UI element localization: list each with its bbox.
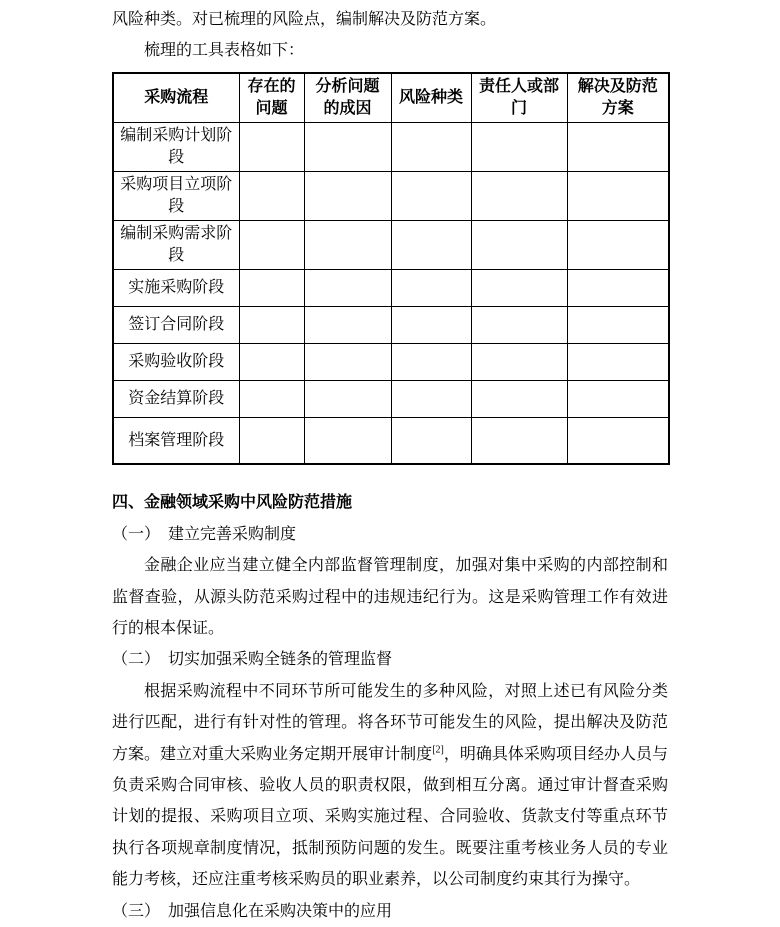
process-stage-cell: 实施采购阶段 — [113, 269, 239, 306]
footnote-ref-marker: [2] — [432, 744, 444, 756]
empty-cell — [567, 417, 669, 464]
empty-cell — [239, 306, 304, 343]
sub1-paragraph: 金融企业应当建立健全内部监督管理制度，加强对集中采购的内部控制和监督查验，从源头防范采购过程中的违规违纪行为。这是采购管理工作有效进行的根本保证。 — [112, 557, 668, 637]
table-row — [113, 417, 669, 464]
sub3-label: （三） 加强信息化在采购决策中的应用 — [112, 902, 393, 920]
table-header-cell: 采购流程 — [113, 73, 239, 123]
empty-cell — [304, 220, 391, 269]
empty-cell — [471, 171, 567, 220]
empty-cell — [567, 306, 669, 343]
procurement-risk-table — [112, 72, 670, 466]
sub2-text-after-ref: ，明确具体采购项目经办人员与负责采购合同审核、验收人员的职责权限，做到相互分离。通过审计督查采购计划的提报、采购项目立项、采购实施过程、合同验收、货款支付等重点环节执行各项规章制度情况，抵制预防问题的发生。既要注重考核业务人员的专业能力考核，还应注重考核采购员的职业素养，以公司制度约束其行为操守。 — [112, 745, 668, 889]
table-row — [113, 380, 669, 417]
table-row — [113, 220, 669, 269]
empty-cell — [304, 343, 391, 380]
empty-cell — [471, 220, 567, 269]
process-stage-cell: 签订合同阶段 — [113, 306, 239, 343]
process-stage-cell: 编制采购需求阶段 — [113, 220, 239, 269]
empty-cell — [391, 122, 471, 171]
empty-cell — [239, 171, 304, 220]
empty-cell — [239, 269, 304, 306]
table-header-cell: 存在的问题 — [239, 73, 304, 123]
table-header-cell: 解决及防范方案 — [567, 73, 669, 123]
process-table-body — [113, 122, 669, 464]
empty-cell — [471, 343, 567, 380]
empty-cell — [304, 306, 391, 343]
empty-cell — [304, 269, 391, 306]
empty-cell — [471, 306, 567, 343]
empty-cell — [471, 380, 567, 417]
section4-heading: 四、金融领域采购中风险防范措施 — [112, 494, 353, 512]
empty-cell — [391, 306, 471, 343]
empty-cell — [567, 380, 669, 417]
page-content — [112, 4, 668, 927]
table-header-cell: 风险种类 — [391, 73, 471, 123]
intro-line: 风险种类。对已梳理的风险点，编制解决及防范方案。 — [112, 11, 497, 28]
empty-cell — [239, 380, 304, 417]
sub2-paragraph — [112, 676, 668, 896]
empty-cell — [567, 220, 669, 269]
table-row — [113, 269, 669, 306]
sub1-label: （一） 建立完善采购制度 — [112, 525, 297, 543]
table-caption: 梳理的工具表格如下： — [144, 42, 305, 60]
empty-cell — [471, 122, 567, 171]
empty-cell — [391, 220, 471, 269]
empty-cell — [304, 122, 391, 171]
empty-cell — [391, 343, 471, 380]
empty-cell — [239, 343, 304, 380]
sub2-label: （二） 切实加强采购全链条的管理监督 — [112, 651, 393, 669]
process-stage-cell: 采购验收阶段 — [113, 343, 239, 380]
empty-cell — [391, 269, 471, 306]
empty-cell — [239, 220, 304, 269]
empty-cell — [567, 171, 669, 220]
empty-cell — [471, 269, 567, 306]
empty-cell — [239, 417, 304, 464]
table-header-cell: 分析问题的成因 — [304, 73, 391, 123]
empty-cell — [391, 417, 471, 464]
empty-cell — [567, 343, 669, 380]
table-row — [113, 343, 669, 380]
empty-cell — [471, 417, 567, 464]
table-row — [113, 171, 669, 220]
empty-cell — [304, 171, 391, 220]
table-header-row — [113, 73, 669, 123]
table-row — [113, 122, 669, 171]
table-header-cell: 责任人或部门 — [471, 73, 567, 123]
sub2-text-before-ref: 根据采购流程中不同环节所可能发生的多种风险，对照上述已有风险分类进行匹配，进行有针对性的管理。将各环节可能发生的风险，提出解决及防范方案。建立对重大采购业务定期开展审计制度 — [112, 682, 668, 763]
empty-cell — [304, 417, 391, 464]
empty-cell — [391, 171, 471, 220]
process-stage-cell: 档案管理阶段 — [113, 417, 239, 464]
empty-cell — [391, 380, 471, 417]
empty-cell — [304, 380, 391, 417]
empty-cell — [239, 122, 304, 171]
empty-cell — [567, 122, 669, 171]
process-stage-cell: 编制采购计划阶段 — [113, 122, 239, 171]
table-row — [113, 306, 669, 343]
process-stage-cell: 资金结算阶段 — [113, 380, 239, 417]
table-header — [113, 73, 669, 123]
process-stage-cell: 采购项目立项阶段 — [113, 171, 239, 220]
empty-cell — [567, 269, 669, 306]
